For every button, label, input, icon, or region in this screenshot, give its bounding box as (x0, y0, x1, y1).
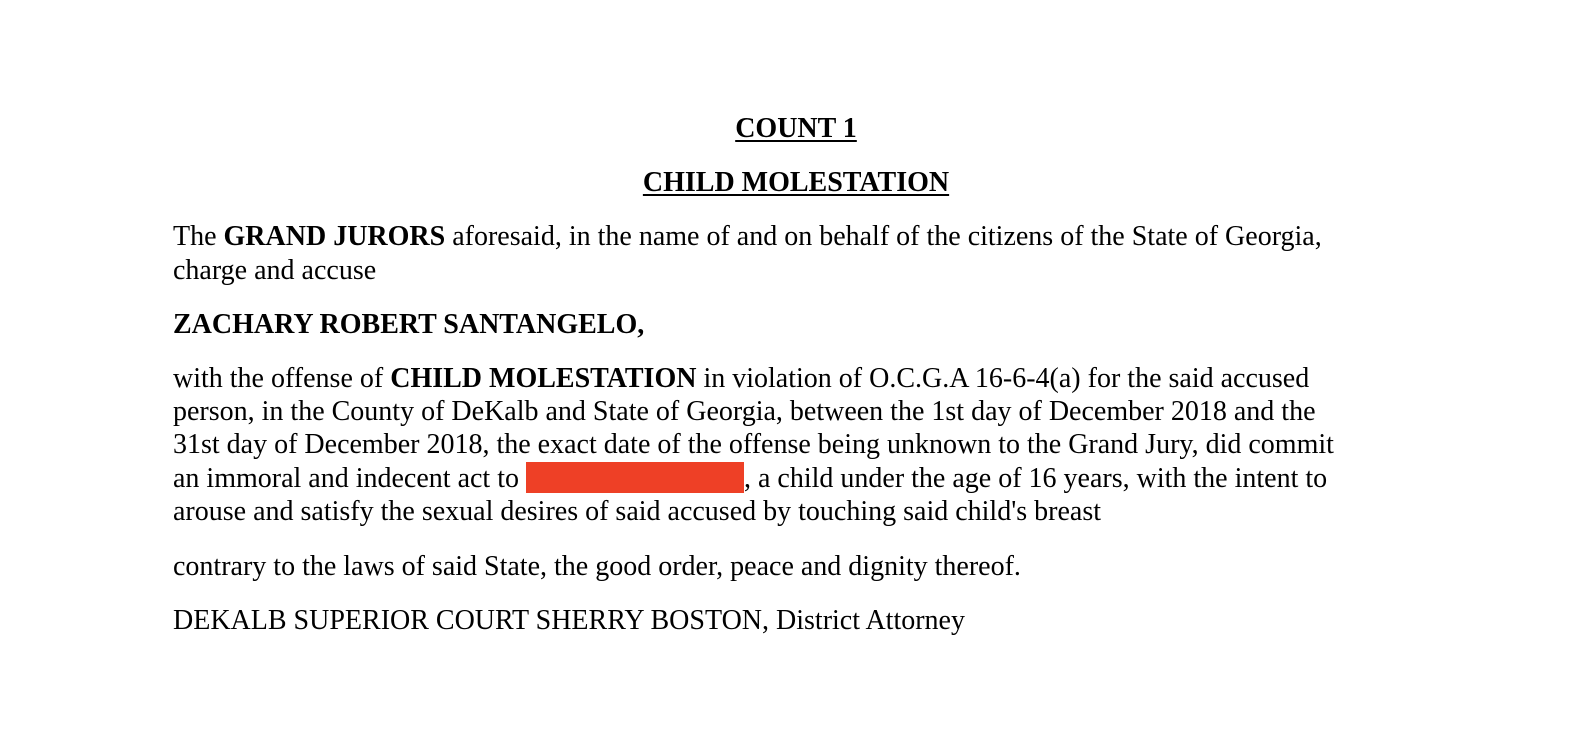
intro-line-1 (173, 220, 1433, 254)
grand-jurors-bold: GRAND JURORS (223, 221, 446, 252)
charge-line-1-pre: with the offense of (173, 363, 391, 394)
redaction-box (526, 462, 744, 493)
charge-line-5: arouse and satisfy the sexual desires of said accused by touching said child's breast (173, 496, 1102, 527)
signature-line: DEKALB SUPERIOR COURT SHERRY BOSTON, District Attorney (173, 605, 965, 636)
charge-line-4-pre: an immoral and indecent act to (173, 463, 526, 494)
count-heading-text: COUNT 1 (735, 113, 857, 144)
closing-line: contrary to the laws of said State, the good order, peace and dignity thereof. (173, 551, 1021, 582)
charge-line-1-rest: in violation of O.C.G.A 16-6-4(a) for the said accused (696, 363, 1310, 394)
intro-line-2: charge and accuse (173, 255, 377, 286)
charge-line-4-post: , a child under the age of 16 years, with the intent to (743, 463, 1328, 494)
intro-line-1-rest: aforesaid, in the name of and on behalf of the citizens of the State of Georgia, (445, 221, 1322, 252)
intro-pre: The (173, 221, 224, 252)
charge-line-1 (173, 362, 1433, 396)
accused-name: ZACHARY ROBERT SANTANGELO, (173, 309, 645, 340)
offense-heading (0, 166, 1592, 200)
count-heading (0, 112, 1592, 146)
offense-heading-text: CHILD MOLESTATION (642, 167, 950, 198)
charge-line-4 (173, 462, 1433, 496)
charge-offense-bold: CHILD MOLESTATION (390, 363, 697, 394)
charge-line-3: 31st day of December 2018, the exact date of the offense being unknown to the Grand Jury, did commit (173, 429, 1334, 460)
charge-line-2: person, in the County of DeKalb and State of Georgia, between the 1st day of December 2018 and the (173, 396, 1316, 427)
